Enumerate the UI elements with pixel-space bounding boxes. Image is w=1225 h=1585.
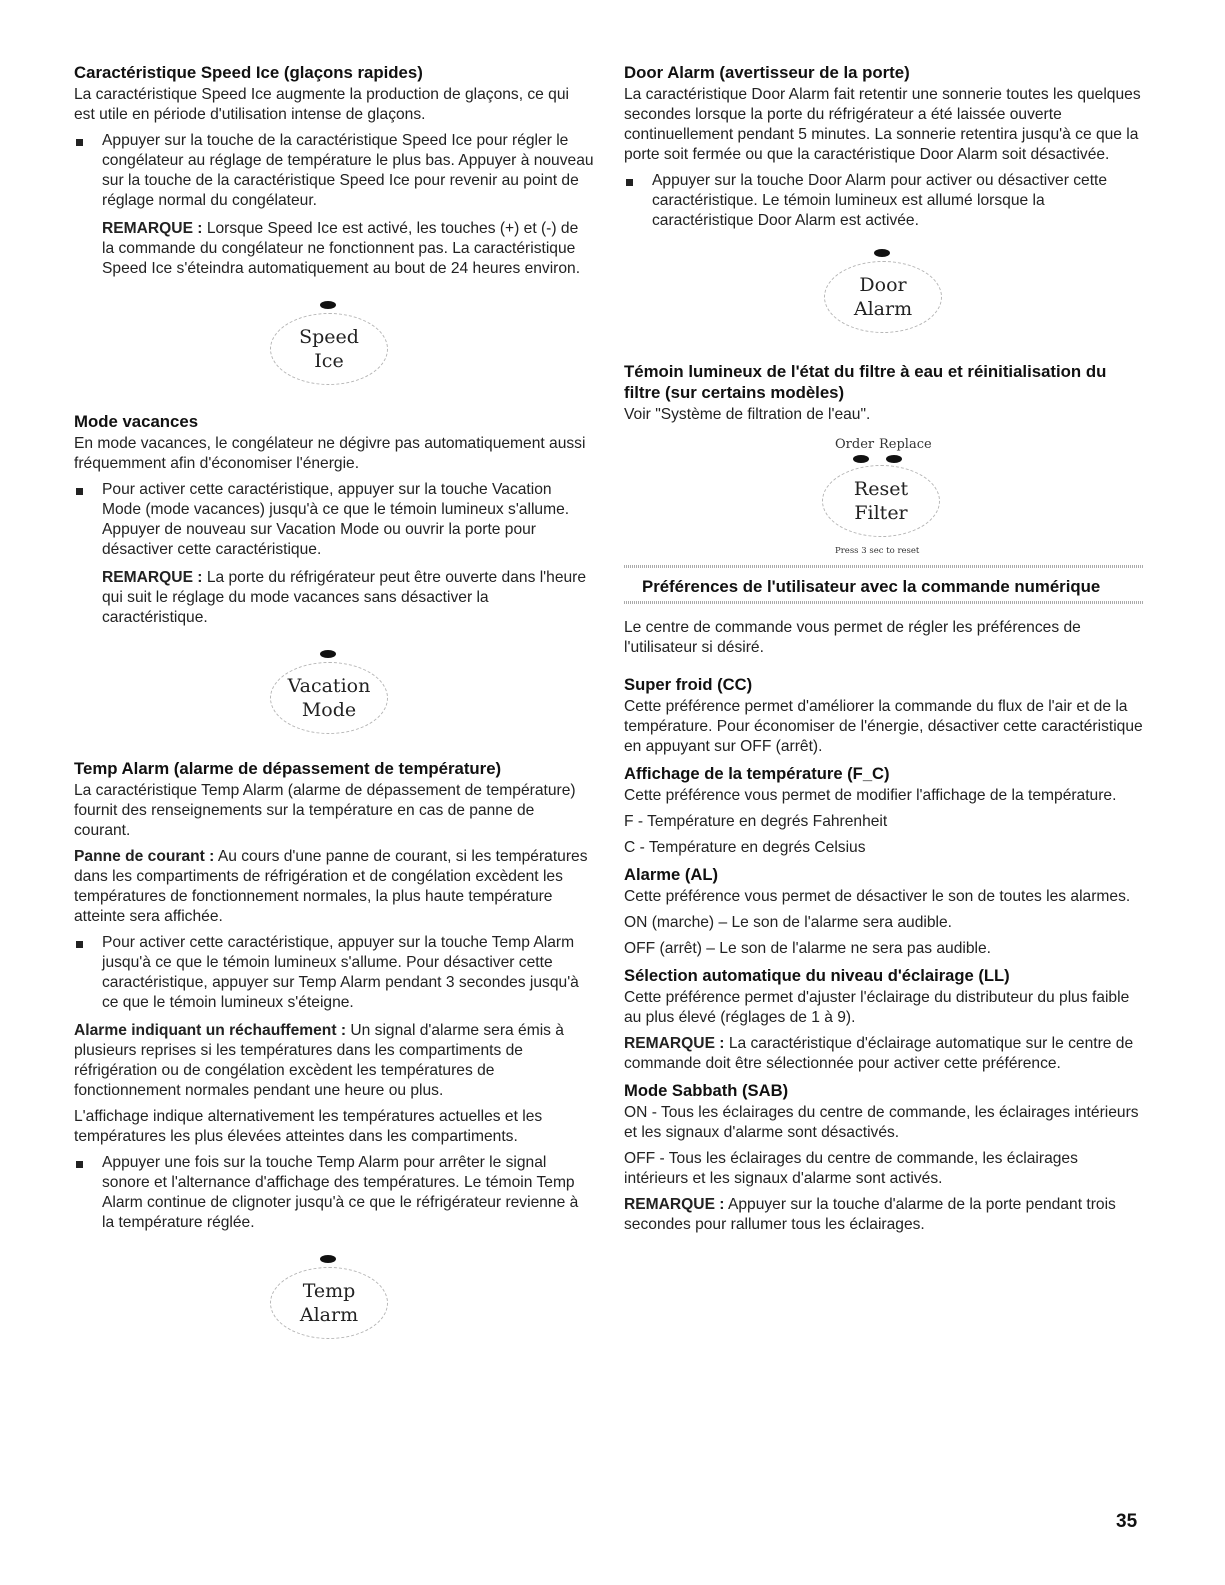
button-label-line1: Vacation [287, 675, 371, 697]
button-label-line2: Filter [854, 502, 908, 524]
indicator-light [320, 301, 336, 309]
temp-display-title: Affichage de la température (F_C) [624, 764, 890, 783]
super-cool-text: Cette préférence permet d'améliorer la commande du flux de l'air et de la température. Pour économiser de l'énergie, désactiver cette caractéristique en appuyant sur OFF (arrêt). [624, 698, 1143, 755]
vacation-mode-bullet: Pour activer cette caractéristique, appuyer sur la touche Vacation Mode (mode vacances) jusqu'à ce que le témoin lumineux s'allume. Appuyer de nouveau sur Vacation Mode ou ouvrir la porte pour désactiver cette caractéristique. [74, 480, 594, 560]
note-label: REMARQUE : [624, 1196, 725, 1213]
reset-filter-button-illustration [624, 431, 1144, 561]
sabbath-on-option: ON - Tous les éclairages du centre de commande, les éclairages intérieurs et les signaux d'alarme sont désactivés. [624, 1104, 1139, 1141]
button-label-line2: Mode [301, 699, 357, 721]
door-alarm-intro: La caractéristique Door Alarm fait retentir une sonnerie toutes les quelques secondes lorsque la porte du réfrigérateur a été laissée ouverte continuellement pendant 5 minutes. La sonnerie retentira jusqu'à ce que la porte soit fermée ou que la caractéristique Door Alarm soit désactivée. [624, 86, 1141, 163]
note-text: Appuyer sur la touche d'alarme de la porte pendant trois secondes pour rallumer tous les éclairages. [624, 1196, 1116, 1233]
vacation-mode-title: Mode vacances [74, 412, 199, 431]
button-label-line2: Alarm [299, 1304, 359, 1326]
light-level-title: Sélection automatique du niveau d'éclairage (LL) [624, 966, 1010, 985]
button-label-line1: Door [859, 274, 907, 296]
alarm-on-option: ON (marche) – Le son de l'alarme sera audible. [624, 914, 953, 931]
vacation-mode-note [74, 568, 594, 628]
indicator-light [874, 249, 890, 257]
door-alarm-bullet: Appuyer sur la touche Door Alarm pour activer ou désactiver cette caractéristique. Le témoin lumineux est allumé lorsque la caractéristique Door Alarm est activée. [624, 171, 1144, 231]
temp-alarm-title: Temp Alarm (alarme de dépassement de température) [74, 759, 502, 778]
order-indicator-light [853, 455, 869, 463]
light-level-note [624, 1034, 1144, 1074]
note-text: Lorsque Speed Ice est activé, les touches (+) et (-) de la commande du congélateur ne fonctionnent pas. La caractéristique Speed Ice s'éteindra automatiquement au bout de 24 heures environ. [102, 220, 581, 277]
celsius-option: C - Température en degrés Celsius [624, 839, 866, 856]
temp-alarm-intro: La caractéristique Temp Alarm (alarme de dépassement de température) fournit des renseignements sur la température en cas de panne de courant. [74, 782, 576, 839]
press-to-reset-label: Press 3 sec to reset [835, 546, 920, 556]
filter-title: Témoin lumineux de l'état du filtre à eau et réinitialisation du filtre (sur certains modèles) [624, 362, 1107, 402]
order-label: Order [835, 437, 875, 452]
speed-ice-title: Caractéristique Speed Ice (glaçons rapides) [74, 63, 423, 82]
temp-alarm-bullet-2: Appuyer une fois sur la touche Temp Alarm pour arrêter le signal sonore et l'alternance d'affichage des températures. Le témoin Temp Alarm continue de clignoter jusqu'à ce que le réfrigérateur revienne à la température réglée. [74, 1153, 594, 1233]
vacation-mode-intro: En mode vacances, le congélateur ne dégivre pas automatiquement aussi fréquemment afin d'économiser l'énergie. [74, 435, 586, 472]
warming-label: Alarme indiquant un réchauffement : [74, 1022, 347, 1039]
button-label-line2: Ice [314, 350, 344, 372]
page-number: 35 [1116, 1511, 1138, 1532]
replace-label: Replace [879, 437, 932, 452]
super-cool-title: Super froid (CC) [624, 675, 753, 694]
door-alarm-title: Door Alarm (avertisseur de la porte) [624, 63, 910, 82]
preferences-banner: Préférences de l'utilisateur avec la commande numérique [642, 577, 1101, 596]
indicator-light [320, 1255, 336, 1263]
replace-indicator-light [886, 455, 902, 463]
button-label-line2: Alarm [853, 298, 913, 320]
sabbath-note [624, 1195, 1144, 1235]
note-label: REMARQUE : [102, 569, 203, 586]
warming-alarm-paragraph [74, 1021, 594, 1101]
alarm-off-option: OFF (arrêt) – Le son de l'alarme ne sera pas audible. [624, 940, 992, 957]
vacation-mode-button [270, 662, 388, 734]
speed-ice-button-illustration [74, 285, 594, 403]
temp-alarm-button-illustration [74, 1241, 594, 1351]
speed-ice-intro: La caractéristique Speed Ice augmente la production de glaçons, ce qui est utile en période d'utilisation intense de glaçons. [74, 86, 569, 123]
right-column [624, 62, 1144, 1241]
temp-alarm-bullet-1: Pour activer cette caractéristique, appuyer sur la touche Temp Alarm jusqu'à ce que le témoin lumineux s'allume. Pour désactiver cette caractéristique, appuyer sur Temp Alarm pendant 3 secondes jusqu'à ce que le témoin lumineux s'éteigne. [74, 933, 594, 1013]
reset-filter-button [822, 465, 940, 537]
button-label-line1: Speed [299, 326, 359, 348]
banner-bottom-rule [624, 601, 1144, 604]
alarm-title: Alarme (AL) [624, 865, 719, 884]
note-text: La caractéristique d'éclairage automatique sur le centre de commande doit être sélectionnée pour activer cette préférence. [624, 1035, 1134, 1072]
door-alarm-button-illustration [624, 239, 1144, 357]
warming-text: Un signal d'alarme sera émis à plusieurs reprises si les températures dans les compartiments de réfrigération ou de congélation excèdent les températures de fonctionnement normales pendant une heure ou plus. [74, 1022, 564, 1099]
note-text: La porte du réfrigérateur peut être ouverte dans l'heure qui suit le réglage du mode vacances sans désactiver la caractéristique. [102, 569, 587, 626]
sabbath-off-option: OFF - Tous les éclairages du centre de commande, les éclairages intérieurs et les signaux d'alarme sont activés. [624, 1150, 1078, 1187]
vacation-mode-button-illustration [74, 634, 594, 752]
filter-intro: Voir "Système de filtration de l'eau". [624, 406, 871, 423]
speed-ice-bullet: Appuyer sur la touche de la caractéristique Speed Ice pour régler le congélateur au réglage de température le plus bas. Appuyer à nouveau sur la touche de la caractéristique Speed Ice pour revenir au point de réglage normal du congélateur. [74, 131, 594, 211]
door-alarm-button [824, 261, 942, 333]
alarm-text: Cette préférence vous permet de désactiver le son de toutes les alarmes. [624, 888, 1131, 905]
left-column [74, 62, 594, 1351]
outage-text: Au cours d'une panne de courant, si les températures dans les compartiments de réfrigération et de congélation excèdent les températures de fonctionnement normales, la plus haute température atteinte sera affichée. [74, 848, 588, 925]
power-outage-paragraph [74, 847, 594, 927]
outage-label: Panne de courant : [74, 848, 215, 865]
note-label: REMARQUE : [624, 1035, 725, 1052]
fahrenheit-option: F - Température en degrés Fahrenheit [624, 813, 888, 830]
sabbath-title: Mode Sabbath (SAB) [624, 1081, 789, 1100]
preferences-intro: Le centre de commande vous permet de régler les préférences de l'utilisateur si désiré. [624, 619, 1081, 656]
display-paragraph: L'affichage indique alternativement les températures actuelles et les températures les plus élevées atteintes dans les compartiments. [74, 1108, 543, 1145]
light-level-text: Cette préférence permet d'ajuster l'éclairage du distributeur du plus faible au plus élevé (réglages de 1 à 9). [624, 989, 1130, 1026]
button-label-line1: Temp [302, 1280, 356, 1302]
speed-ice-note [74, 219, 594, 279]
speed-ice-button [270, 313, 388, 385]
temp-alarm-button [270, 1267, 388, 1339]
temp-display-text: Cette préférence vous permet de modifier l'affichage de la température. [624, 787, 1117, 804]
note-label: REMARQUE : [102, 220, 203, 237]
button-label-line1: Reset [853, 478, 909, 500]
indicator-light [320, 650, 336, 658]
